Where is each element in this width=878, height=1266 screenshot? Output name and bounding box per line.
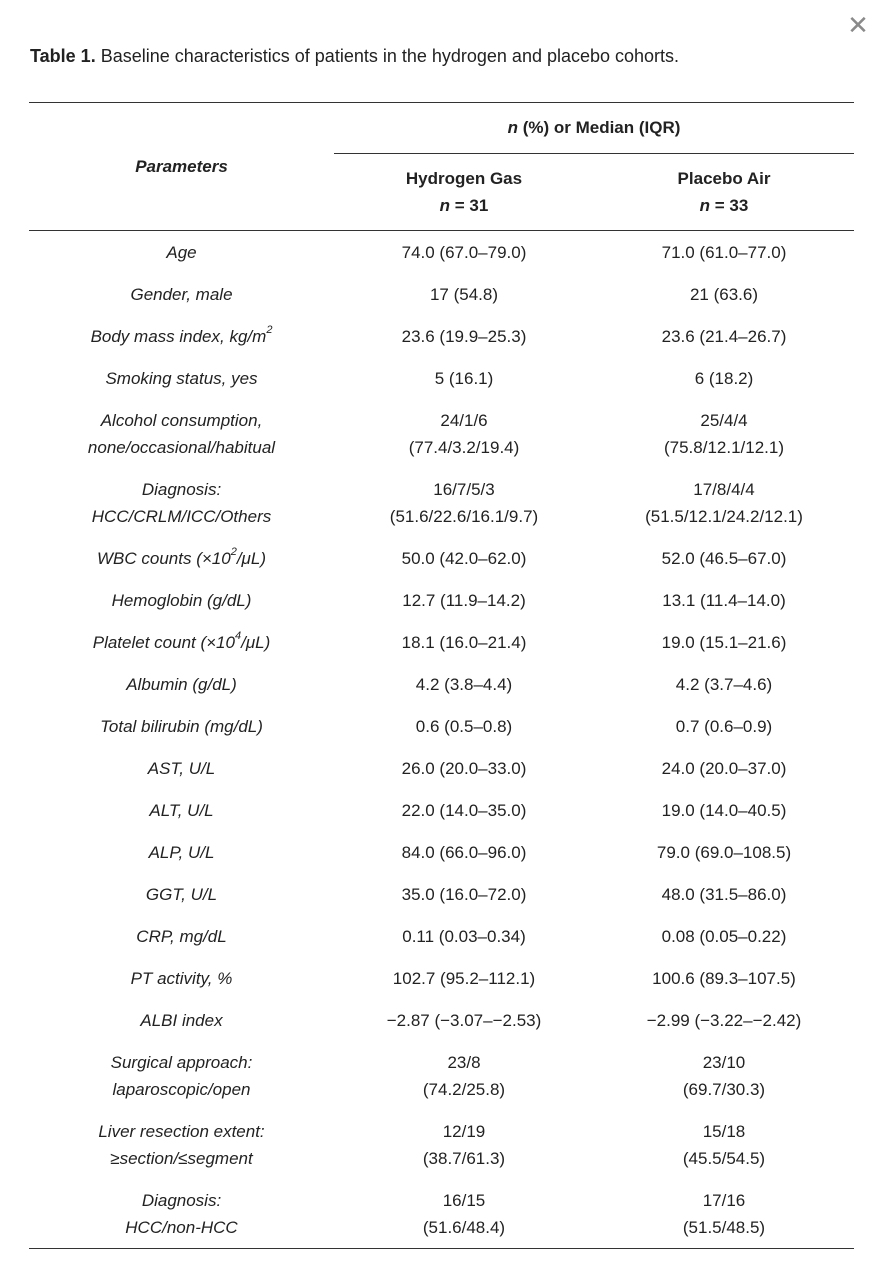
parameter-cell: AST, U/L — [147, 758, 216, 778]
hydrogen-value-cell: 4.2 (3.8–4.4) — [415, 674, 513, 694]
table-row — [29, 747, 854, 789]
hydrogen-value-cell: 12/19 (38.7/61.3) — [422, 1121, 506, 1168]
placebo-value-cell: −2.99 (−3.22–−2.42) — [646, 1010, 802, 1030]
parameter-cell: Smoking status, yes — [105, 368, 258, 388]
table-row — [29, 273, 854, 315]
parameter-cell: Gender, male — [130, 284, 233, 304]
hydrogen-value-cell: 102.7 (95.2–112.1) — [392, 968, 536, 988]
parameter-cell: ALP, U/L — [148, 842, 215, 862]
table-row — [29, 399, 854, 468]
placebo-value-cell: 48.0 (31.5–86.0) — [661, 884, 787, 904]
hydrogen-value-cell: −2.87 (−3.07–−2.53) — [386, 1010, 542, 1030]
table-row — [29, 231, 854, 274]
table-row — [29, 621, 854, 663]
table-row — [29, 537, 854, 579]
hydrogen-value-cell: 17 (54.8) — [429, 284, 499, 304]
table-row — [29, 705, 854, 747]
placebo-value-cell: 71.0 (61.0–77.0) — [661, 242, 787, 262]
hydrogen-value-cell: 5 (16.1) — [434, 368, 494, 388]
placebo-value-cell: 21 (63.6) — [689, 284, 759, 304]
parameter-cell: CRP, mg/dL — [136, 926, 227, 946]
caption-text: Baseline characteristics of patients in the hydrogen and placebo cohorts. — [95, 46, 680, 66]
table-row — [29, 315, 854, 357]
parameter-cell: WBC counts $(\times 10^2/\mu L)$ — [97, 545, 266, 568]
placebo-value-cell: 6 (18.2) — [694, 368, 754, 388]
hydrogen-value-cell: 26.0 (20.0–33.0) — [401, 758, 527, 778]
parameter-cell: ALT, U/L — [149, 800, 214, 820]
table-row — [29, 1110, 854, 1179]
table-row — [29, 579, 854, 621]
placebo-value-cell: 17/8/4/4 (51.5/12.1/24.2/12.1) — [645, 479, 803, 526]
hydrogen-value-cell: 84.0 (66.0–96.0) — [401, 842, 527, 862]
hydrogen-value-cell: 23.6 (19.9–25.3) — [401, 326, 527, 346]
hydrogen-value-cell: 12.7 (11.9–14.2) — [402, 590, 526, 610]
hydrogen-value-cell: 18.1 (16.0–21.4) — [401, 632, 527, 652]
header-parameters: Parameters — [29, 103, 334, 231]
hydrogen-value-cell: 22.0 (14.0–35.0) — [401, 800, 527, 820]
placebo-value-cell: 23/10 (69.7/30.3) — [682, 1052, 766, 1099]
header-group: n (%) or Median (IQR) — [334, 103, 854, 154]
table-row — [29, 915, 854, 957]
parameter-cell: Body mass index, $kg/m^2$ — [90, 323, 273, 346]
placebo-value-cell: 19.0 (14.0–40.5) — [661, 800, 787, 820]
parameter-cell: PT activity, % — [130, 968, 233, 988]
placebo-value-cell: 15/18 (45.5/54.5) — [682, 1121, 766, 1168]
hydrogen-value-cell: 74.0 (67.0–79.0) — [401, 242, 527, 262]
table-row — [29, 1041, 854, 1110]
parameter-cell: Platelet count $(\times 10^4/\mu L)$ — [92, 629, 271, 652]
close-icon[interactable]: ✕ — [847, 11, 869, 41]
hydrogen-value-cell: 23/8 (74.2/25.8) — [422, 1052, 506, 1099]
parameter-cell: Total bilirubin (mg/dL) — [100, 716, 263, 736]
parameter-cell: Hemoglobin (g/dL) — [111, 590, 252, 610]
placebo-value-cell: 100.6 (89.3–107.5) — [652, 968, 796, 988]
table-caption — [30, 46, 679, 67]
table-row — [29, 663, 854, 705]
hydrogen-value-cell: 16/15 (51.6/48.4) — [334, 1179, 594, 1249]
table-row — [29, 1179, 854, 1249]
placebo-value-cell: 24.0 (20.0–37.0) — [661, 758, 787, 778]
table-row — [29, 357, 854, 399]
parameter-cell: ALBI index — [140, 1010, 223, 1030]
placebo-value-cell: 0.08 (0.05–0.22) — [661, 926, 787, 946]
placebo-value-cell: 25/4/4 (75.8/12.1/12.1) — [663, 410, 785, 457]
header-hydrogen: Hydrogen Gas n = 31 — [334, 154, 594, 231]
placebo-value-cell: 13.1 (11.4–14.0) — [662, 590, 786, 610]
placebo-value-cell: 19.0 (15.1–21.6) — [661, 632, 787, 652]
placebo-value-cell: 0.7 (0.6–0.9) — [675, 716, 773, 736]
baseline-table — [29, 102, 854, 1249]
placebo-value-cell: 17/16 (51.5/48.5) — [594, 1179, 854, 1249]
hydrogen-value-cell: 0.11 (0.03–0.34) — [402, 926, 526, 946]
hydrogen-value-cell: 35.0 (16.0–72.0) — [401, 884, 527, 904]
parameter-cell: Liver resection extent: ≥section/≤segment — [98, 1121, 265, 1168]
parameter-cell: Alcohol consumption, none/occasional/habitual — [87, 410, 276, 457]
hydrogen-value-cell: 16/7/5/3 (51.6/22.6/16.1/9.7) — [389, 479, 539, 526]
parameter-cell: Diagnosis: HCC/non-HCC — [29, 1179, 334, 1249]
hydrogen-value-cell: 0.6 (0.5–0.8) — [415, 716, 513, 736]
hydrogen-value-cell: 50.0 (42.0–62.0) — [401, 548, 527, 568]
table-row — [29, 468, 854, 537]
parameter-cell: Diagnosis: HCC/CRLM/ICC/Others — [91, 479, 272, 526]
table-row — [29, 873, 854, 915]
placebo-value-cell: 79.0 (69.0–108.5) — [656, 842, 792, 862]
table-row — [29, 957, 854, 999]
hydrogen-value-cell: 24/1/6 (77.4/3.2/19.4) — [408, 410, 520, 457]
parameter-cell: GGT, U/L — [145, 884, 218, 904]
table-row — [29, 789, 854, 831]
parameter-cell: Age — [166, 242, 197, 262]
header-placebo: Placebo Air n = 33 — [594, 154, 854, 231]
parameter-cell: Albumin (g/dL) — [126, 674, 237, 694]
table-row — [29, 831, 854, 873]
table-row — [29, 999, 854, 1041]
placebo-value-cell: 23.6 (21.4–26.7) — [661, 326, 787, 346]
placebo-value-cell: 4.2 (3.7–4.6) — [675, 674, 773, 694]
placebo-value-cell: 52.0 (46.5–67.0) — [661, 548, 787, 568]
parameter-cell: Surgical approach: laparoscopic/open — [110, 1052, 253, 1099]
caption-label: Table 1. — [30, 46, 96, 66]
